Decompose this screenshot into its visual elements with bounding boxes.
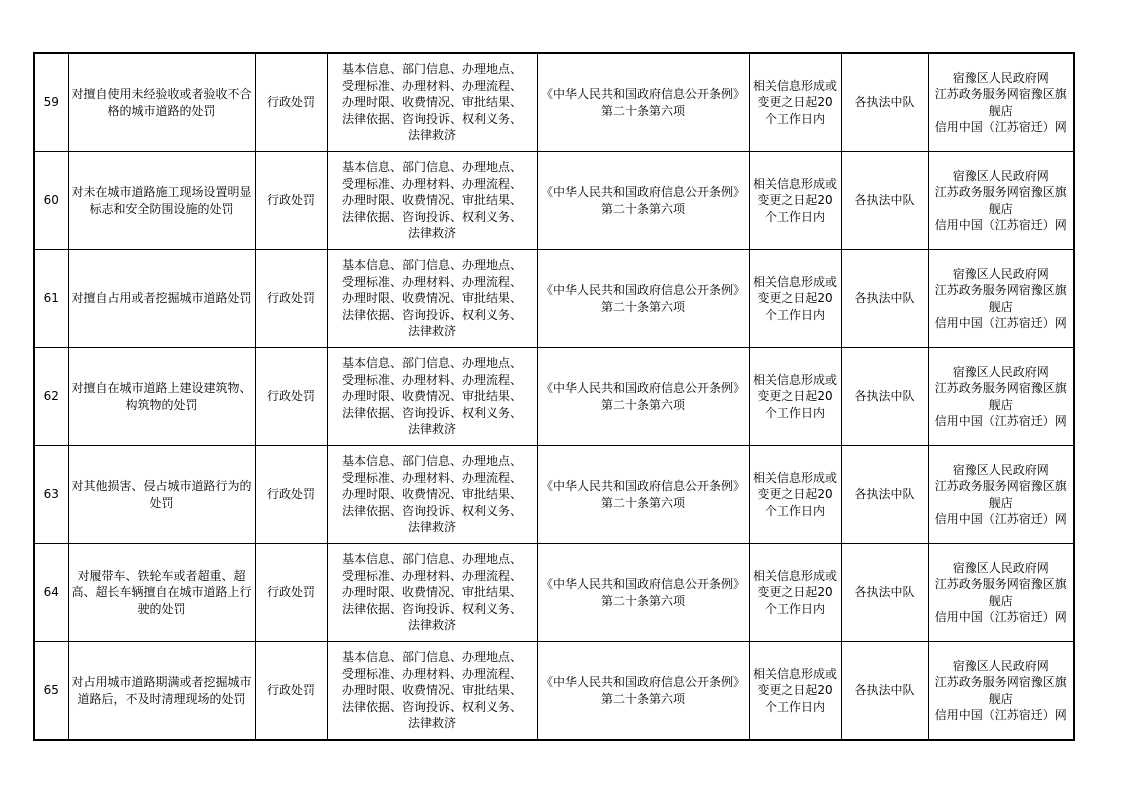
disclosure-content-line: 法律救济 bbox=[407, 716, 456, 731]
disclosure-channels-line: 宿豫区人民政府网 bbox=[952, 364, 1049, 379]
disclosure-channels bbox=[928, 152, 1074, 250]
disclosure-content-line: 基本信息、部门信息、办理地点、 bbox=[341, 258, 522, 273]
disclosure-content-line: 办理时限、收费情况、审批结果、 bbox=[341, 389, 522, 404]
item-name: 对擅自在城市道路上建设建筑物、构筑物的处罚 bbox=[68, 348, 255, 446]
disclosure-channels-line: 江苏政务服务网宿豫区旗舰店 bbox=[934, 87, 1067, 118]
disclosure-channels-line: 宿豫区人民政府网 bbox=[952, 168, 1049, 183]
disclosure-timeframe: 相关信息形成或变更之日起20个工作日内 bbox=[749, 642, 841, 741]
disclosure-channels-line: 信用中国（江苏宿迁）网 bbox=[934, 512, 1067, 526]
disclosure-channels-line: 宿豫区人民政府网 bbox=[952, 266, 1049, 281]
item-name: 对履带车、铁轮车或者超重、超高、超长车辆擅自在城市道路上行驶的处罚 bbox=[68, 544, 255, 642]
disclosure-content bbox=[327, 250, 537, 348]
disclosure-content bbox=[327, 642, 537, 741]
disclosure-subject: 各执法中队 bbox=[841, 250, 928, 348]
disclosure-content-line: 基本信息、部门信息、办理地点、 bbox=[341, 356, 522, 371]
disclosure-content-line: 法律依据、咨询投诉、权利义务、 bbox=[341, 209, 522, 224]
disclosure-subject: 各执法中队 bbox=[841, 348, 928, 446]
disclosure-subject: 各执法中队 bbox=[841, 446, 928, 544]
table-row bbox=[34, 348, 1074, 446]
disclosure-content bbox=[327, 53, 537, 152]
disclosure-channels-line: 信用中国（江苏宿迁）网 bbox=[934, 316, 1067, 330]
disclosure-channels-line: 信用中国（江苏宿迁）网 bbox=[934, 708, 1067, 722]
legal-basis: 《中华人民共和国政府信息公开条例》第二十条第六项 bbox=[537, 152, 749, 250]
disclosure-timeframe: 相关信息形成或变更之日起20个工作日内 bbox=[749, 152, 841, 250]
disclosure-content-line: 基本信息、部门信息、办理地点、 bbox=[341, 160, 522, 175]
disclosure-table bbox=[33, 52, 1075, 741]
disclosure-timeframe: 相关信息形成或变更之日起20个工作日内 bbox=[749, 544, 841, 642]
disclosure-content-line: 法律救济 bbox=[407, 324, 456, 339]
disclosure-timeframe: 相关信息形成或变更之日起20个工作日内 bbox=[749, 348, 841, 446]
disclosure-timeframe: 相关信息形成或变更之日起20个工作日内 bbox=[749, 53, 841, 152]
disclosure-content-line: 办理时限、收费情况、审批结果、 bbox=[341, 585, 522, 600]
disclosure-content-line: 法律救济 bbox=[407, 618, 456, 633]
disclosure-subject: 各执法中队 bbox=[841, 152, 928, 250]
disclosure-channels bbox=[928, 446, 1074, 544]
disclosure-content-line: 基本信息、部门信息、办理地点、 bbox=[341, 62, 522, 77]
disclosure-channels bbox=[928, 348, 1074, 446]
table-row bbox=[34, 250, 1074, 348]
disclosure-channels-line: 宿豫区人民政府网 bbox=[952, 462, 1049, 477]
disclosure-content-line: 受理标准、办理材料、办理流程、 bbox=[341, 274, 522, 289]
disclosure-channels-line: 江苏政务服务网宿豫区旗舰店 bbox=[934, 577, 1067, 608]
disclosure-channels bbox=[928, 642, 1074, 741]
disclosure-channels-line: 信用中国（江苏宿迁）网 bbox=[934, 414, 1067, 428]
disclosure-channels bbox=[928, 250, 1074, 348]
disclosure-content-line: 办理时限、收费情况、审批结果、 bbox=[341, 291, 522, 306]
item-name: 对擅自占用或者挖掘城市道路处罚 bbox=[68, 250, 255, 348]
disclosure-content-line: 法律依据、咨询投诉、权利义务、 bbox=[341, 307, 522, 322]
disclosure-content-line: 受理标准、办理材料、办理流程、 bbox=[341, 176, 522, 191]
disclosure-subject: 各执法中队 bbox=[841, 53, 928, 152]
disclosure-content-line: 基本信息、部门信息、办理地点、 bbox=[341, 552, 522, 567]
disclosure-channels-line: 信用中国（江苏宿迁）网 bbox=[934, 218, 1067, 232]
table-row bbox=[34, 642, 1074, 741]
item-type: 行政处罚 bbox=[255, 53, 327, 152]
legal-basis: 《中华人民共和国政府信息公开条例》第二十条第六项 bbox=[537, 642, 749, 741]
disclosure-content-line: 办理时限、收费情况、审批结果、 bbox=[341, 683, 522, 698]
disclosure-channels-line: 宿豫区人民政府网 bbox=[952, 70, 1049, 85]
item-name: 对其他损害、侵占城市道路行为的处罚 bbox=[68, 446, 255, 544]
row-number: 60 bbox=[34, 152, 68, 250]
legal-basis: 《中华人民共和国政府信息公开条例》第二十条第六项 bbox=[537, 348, 749, 446]
row-number: 61 bbox=[34, 250, 68, 348]
disclosure-content-line: 法律依据、咨询投诉、权利义务、 bbox=[341, 699, 522, 714]
disclosure-content-line: 办理时限、收费情况、审批结果、 bbox=[341, 487, 522, 502]
table-body bbox=[34, 53, 1074, 740]
disclosure-content-line: 法律救济 bbox=[407, 520, 456, 535]
disclosure-content-line: 受理标准、办理材料、办理流程、 bbox=[341, 666, 522, 681]
disclosure-content-line: 基本信息、部门信息、办理地点、 bbox=[341, 454, 522, 469]
disclosure-content-line: 受理标准、办理材料、办理流程、 bbox=[341, 470, 522, 485]
item-name: 对占用城市道路期满或者挖掘城市道路后，不及时清理现场的处罚 bbox=[68, 642, 255, 741]
disclosure-content-line: 法律救济 bbox=[407, 128, 456, 143]
disclosure-content-line: 受理标准、办理材料、办理流程、 bbox=[341, 568, 522, 583]
table-row bbox=[34, 446, 1074, 544]
disclosure-channels-line: 江苏政务服务网宿豫区旗舰店 bbox=[934, 185, 1067, 216]
disclosure-channels-line: 信用中国（江苏宿迁）网 bbox=[934, 610, 1067, 624]
disclosure-content-line: 办理时限、收费情况、审批结果、 bbox=[341, 193, 522, 208]
disclosure-content-line: 法律依据、咨询投诉、权利义务、 bbox=[341, 405, 522, 420]
table-row bbox=[34, 152, 1074, 250]
table-row bbox=[34, 544, 1074, 642]
item-type: 行政处罚 bbox=[255, 446, 327, 544]
row-number: 59 bbox=[34, 53, 68, 152]
disclosure-subject: 各执法中队 bbox=[841, 544, 928, 642]
legal-basis: 《中华人民共和国政府信息公开条例》第二十条第六项 bbox=[537, 250, 749, 348]
disclosure-timeframe: 相关信息形成或变更之日起20个工作日内 bbox=[749, 250, 841, 348]
legal-basis: 《中华人民共和国政府信息公开条例》第二十条第六项 bbox=[537, 544, 749, 642]
disclosure-channels-line: 信用中国（江苏宿迁）网 bbox=[934, 120, 1067, 134]
disclosure-channels-line: 宿豫区人民政府网 bbox=[952, 658, 1049, 673]
disclosure-content-line: 法律依据、咨询投诉、权利义务、 bbox=[341, 503, 522, 518]
disclosure-content-line: 法律救济 bbox=[407, 422, 456, 437]
disclosure-content-line: 办理时限、收费情况、审批结果、 bbox=[341, 95, 522, 110]
disclosure-content-line: 基本信息、部门信息、办理地点、 bbox=[341, 650, 522, 665]
item-type: 行政处罚 bbox=[255, 544, 327, 642]
disclosure-content bbox=[327, 152, 537, 250]
disclosure-content bbox=[327, 446, 537, 544]
disclosure-channels-line: 江苏政务服务网宿豫区旗舰店 bbox=[934, 381, 1067, 412]
disclosure-channels bbox=[928, 53, 1074, 152]
row-number: 62 bbox=[34, 348, 68, 446]
disclosure-content bbox=[327, 544, 537, 642]
row-number: 63 bbox=[34, 446, 68, 544]
disclosure-content-line: 法律依据、咨询投诉、权利义务、 bbox=[341, 601, 522, 616]
legal-basis: 《中华人民共和国政府信息公开条例》第二十条第六项 bbox=[537, 446, 749, 544]
disclosure-timeframe: 相关信息形成或变更之日起20个工作日内 bbox=[749, 446, 841, 544]
item-type: 行政处罚 bbox=[255, 152, 327, 250]
item-name: 对未在城市道路施工现场设置明显标志和安全防围设施的处罚 bbox=[68, 152, 255, 250]
disclosure-channels-line: 江苏政务服务网宿豫区旗舰店 bbox=[934, 479, 1067, 510]
row-number: 64 bbox=[34, 544, 68, 642]
item-type: 行政处罚 bbox=[255, 642, 327, 741]
disclosure-content bbox=[327, 348, 537, 446]
item-name: 对擅自使用未经验收或者验收不合格的城市道路的处罚 bbox=[68, 53, 255, 152]
disclosure-subject: 各执法中队 bbox=[841, 642, 928, 741]
legal-basis: 《中华人民共和国政府信息公开条例》第二十条第六项 bbox=[537, 53, 749, 152]
disclosure-channels-line: 宿豫区人民政府网 bbox=[952, 560, 1049, 575]
table-row bbox=[34, 53, 1074, 152]
disclosure-channels-line: 江苏政务服务网宿豫区旗舰店 bbox=[934, 283, 1067, 314]
disclosure-content-line: 受理标准、办理材料、办理流程、 bbox=[341, 372, 522, 387]
row-number: 65 bbox=[34, 642, 68, 741]
disclosure-content-line: 法律依据、咨询投诉、权利义务、 bbox=[341, 111, 522, 126]
disclosure-content-line: 受理标准、办理材料、办理流程、 bbox=[341, 78, 522, 93]
item-type: 行政处罚 bbox=[255, 250, 327, 348]
disclosure-channels-line: 江苏政务服务网宿豫区旗舰店 bbox=[934, 675, 1067, 706]
item-type: 行政处罚 bbox=[255, 348, 327, 446]
disclosure-channels bbox=[928, 544, 1074, 642]
disclosure-content-line: 法律救济 bbox=[407, 226, 456, 241]
